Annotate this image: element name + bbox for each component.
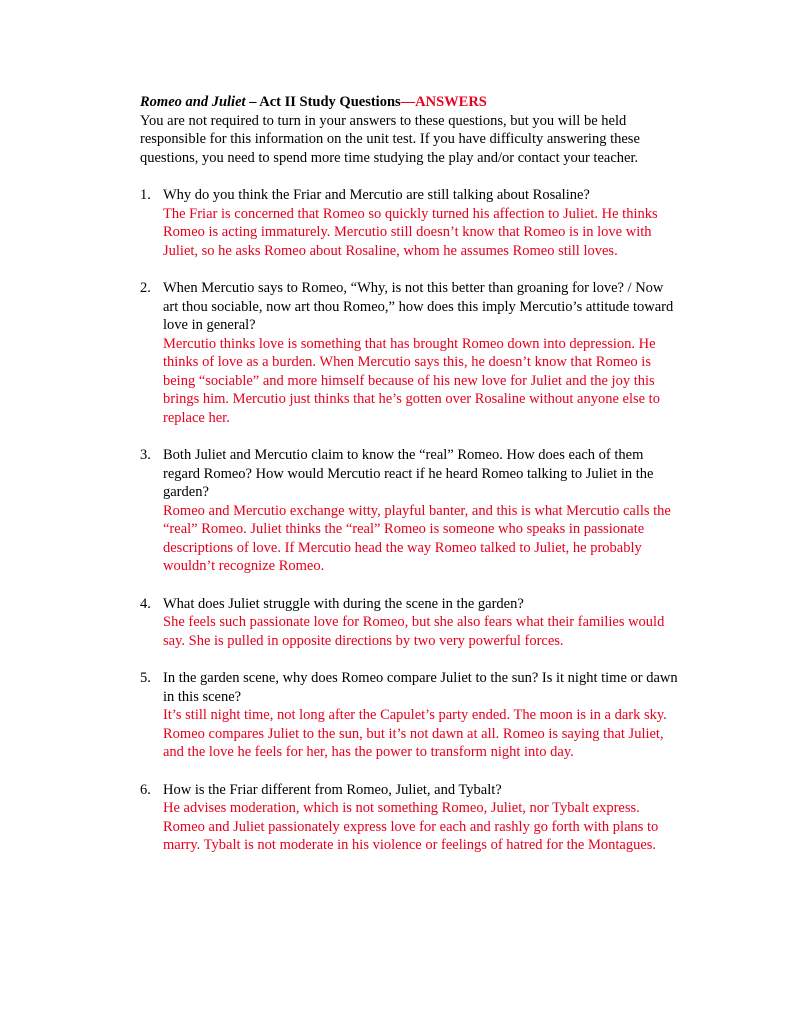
question-number: 4. [140,595,151,612]
title-answers-label: —ANSWERS [400,94,487,110]
question-number: 5. [140,670,151,686]
question-text: How is the Friar different from Romeo, Juliet, and Tybalt? [163,781,502,798]
question-item-4 [140,595,680,651]
question-number: 3. [140,447,151,463]
question-item-3 [140,446,680,576]
document-page [140,93,680,855]
question-item-5 [140,669,680,762]
answer-text: He advises moderation, which is not something Romeo, Juliet, nor Tybalt express. Romeo and Juliet passionately express love for each and rashly go forth with plans to marry. Tybalt is not moderate in his violence or feelings of hatred for the Montagues. [163,800,659,853]
question-number: 2. [140,280,151,296]
answer-text: She feels such passionate love for Romeo, but she also fears what their families would say. She is pulled in opposite directions by two very powerful forces. [163,614,665,649]
question-text: Both Juliet and Mercutio claim to know the “real” Romeo. How does each of them regard Romeo? How would Mercutio react if he heard Romeo talking to Juliet in the garden? [163,447,654,500]
question-item-1 [140,186,680,260]
question-text: In the garden scene, why does Romeo compare Juliet to the sun? Is it night time or dawn in this scene? [163,670,678,705]
answer-text: The Friar is concerned that Romeo so quickly turned his affection to Juliet. He thinks Romeo is acting immaturely. Mercutio still doesn’t know that Romeo is in love with Juliet, so he asks Romeo about Rosaline, whom he assumes Romeo still loves. [163,205,658,259]
answer-text: Mercutio thinks love is something that has brought Romeo down into depression. He thinks of love as a burden. When Mercutio says this, he doesn’t know that Romeo is being “sociable” and more himself because of his new love for Juliet and the joy this brings him. Mercutio just thinks that he’s gotten over Rosaline without anyone else to replace her. [163,335,660,426]
question-number: 1. [140,187,151,203]
question-text: What does Juliet struggle with during the scene in the garden? [163,595,524,612]
question-text: When Mercutio says to Romeo, “Why, is not this better than groaning for love? / Now art thou sociable, now art thou Romeo,” how does this imply Mercutio’s attitude toward love in general? [163,280,674,333]
title-play-name: Romeo and Juliet [140,94,246,110]
document-title [140,93,680,112]
answer-text: Romeo and Mercutio exchange witty, playful banter, and this is what Mercutio calls the “real” Romeo. Juliet thinks the “real” Romeo is someone who speaks in passionate descriptions of love. If Mercutio head the way Romeo talked to Juliet, he probably wouldn’t recognize Romeo. [163,502,671,574]
question-item-2 [140,279,680,427]
questions-list [140,186,680,855]
question-text: Why do you think the Friar and Mercutio are still talking about Rosaline? [163,187,590,203]
intro-paragraph: You are not required to turn in your answers to these questions, but you will be held responsible for this information on the unit test. If you have difficulty answering these questions, you need to spend more time studying the play and/or contact your teacher. [140,112,640,166]
answer-text: It’s still night time, not long after the Capulet’s party ended. The moon is in a dark sky. Romeo compares Juliet to the sun, but it’s not dawn at all. Romeo is saying that Juliet, and the love he feels for her, has the power to transform night into day. [163,707,667,760]
question-number: 6. [140,781,151,798]
title-subtitle: – Act II Study Questions [245,94,401,110]
question-item-6 [140,781,680,855]
